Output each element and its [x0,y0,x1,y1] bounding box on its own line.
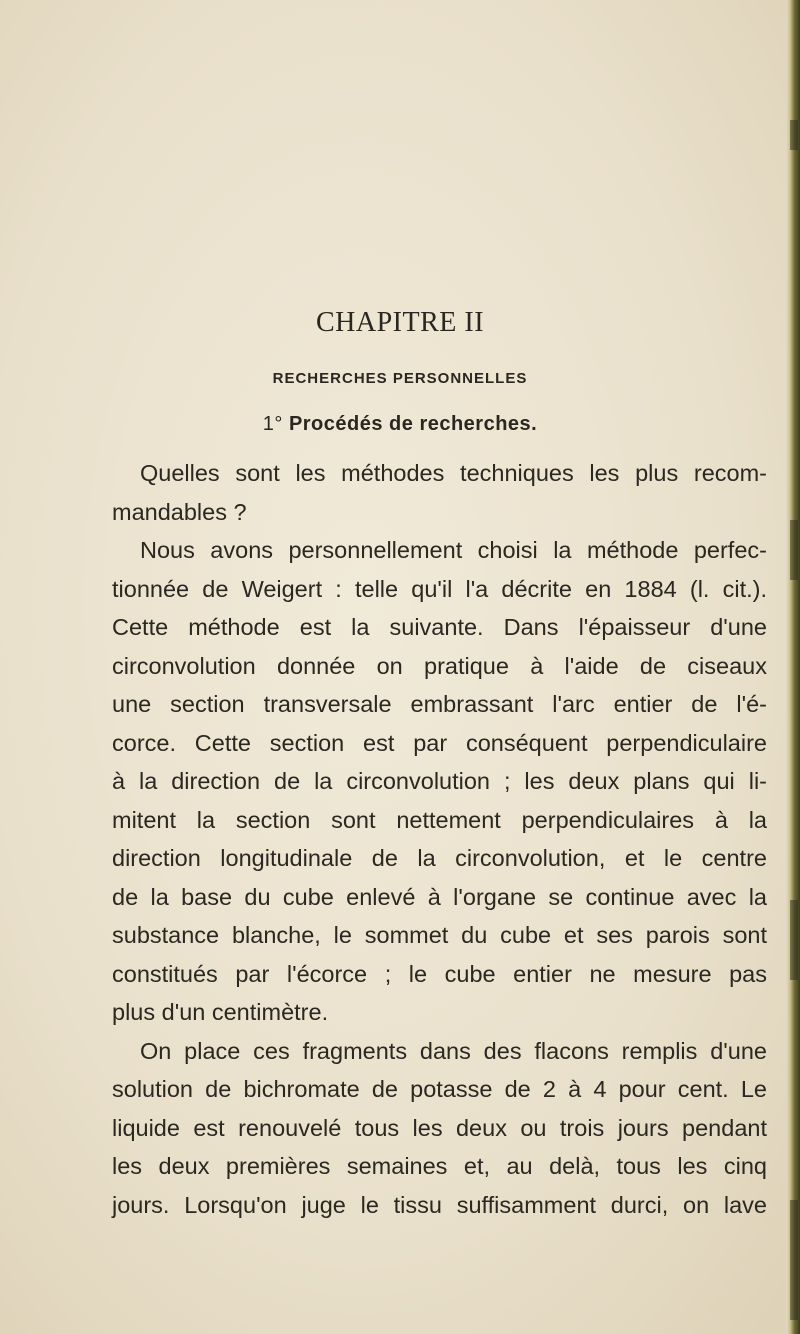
text-line: mitent la section sont nettement perpendiculaires à la [112,806,767,833]
text-line: Quelles sont les méthodes techniques les plus recom- [140,460,767,486]
section-number: 1° [262,413,283,435]
chapter-subtitle: RECHERCHES PERSONNELLES [272,370,528,387]
text-line: de la base du cube enlevé à l'organe se continue avec la [112,883,767,910]
edge-speck [790,120,798,150]
chapter-title: CHAPITRE II [315,307,485,338]
text-line: liquide est renouvelé tous les deux ou trois jours pendant [112,1114,767,1141]
text-line: circonvolution donnée on pratique à l'aide de ciseaux [112,652,767,679]
edge-speck [790,520,798,580]
text-line: solution de bichromate de potasse de 2 à 4 pour cent. Le [112,1076,767,1102]
text-line: plus d'un centimètre. [112,999,329,1025]
edge-speck [790,1200,798,1320]
body-text [112,454,767,1224]
section-title: Procédés de recherches. [288,413,538,435]
text-line: jours. Lorsqu'on juge le tissu suffisamment durci, on lave [112,1191,767,1218]
section-heading [0,413,800,436]
text-line: tionnée de Weigert : telle qu'il l'a décrite en 1884 (l. cit.). [112,575,767,602]
text-line: On place ces fragments dans des flacons remplis d'une [140,1037,767,1064]
text-line: les deux premières semaines et, au delà, tous les cinq [112,1153,767,1179]
text-line: constitués par l'écorce ; le cube entier ne mesure pas [112,960,767,987]
text-line: mandables ? [112,498,247,525]
text-line: corce. Cette section est par conséquent perpendiculaire [112,729,767,756]
text-line: à la direction de la circonvolution ; les deux plans qui li- [112,768,767,794]
text-line: une section transversale embrassant l'arc entier de l'é- [112,691,767,717]
text-line: Nous avons personnellement choisi la méthode perfec- [140,537,767,563]
text-line: direction longitudinale de la circonvolution, et le centre [112,845,767,871]
edge-speck [790,900,798,980]
page-edge-shadow [786,0,800,1334]
text-line: substance blanche, le sommet du cube et ses parois sont [112,922,767,948]
text-line: Cette méthode est la suivante. Dans l'épaisseur d'une [112,614,767,640]
